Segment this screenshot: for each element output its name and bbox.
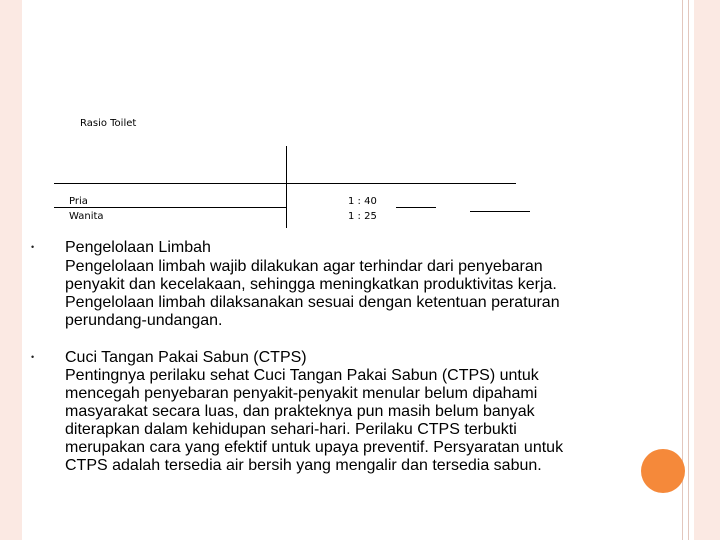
decorative-circle [641, 449, 685, 493]
table-border [470, 211, 530, 212]
frame-line [682, 0, 683, 540]
section-heading: Pengelolaan Limbah [65, 239, 211, 256]
section-body [65, 258, 665, 330]
body-line: masyarakat secara luas, dan prakteknya pun masih belum banyak [65, 403, 535, 420]
table-border [54, 183, 516, 184]
bullet-icon: • [31, 242, 35, 252]
body-line: penyakit dan kecelakaan, sehingga meningkatkan produktivitas kerja. [65, 276, 557, 293]
body-line: merupakan cara yang efektif untuk upaya preventif. Persyaratan untuk [65, 439, 564, 456]
frame-line [688, 0, 689, 540]
section-body [65, 367, 665, 475]
body-line: mencegah penyebaran penyakit-penyakit menular belum dipahami [65, 385, 538, 402]
table-caption: Rasio Toilet [80, 118, 137, 129]
body-line: Pengelolaan limbah wajib dilakukan agar terhindar dari penyebaran [65, 258, 543, 275]
table-border [396, 207, 436, 208]
table-divider [286, 146, 287, 228]
body-line: perundang-undangan. [65, 312, 223, 329]
bullet-icon: • [31, 352, 35, 362]
table-cell-value: 1 : 25 [348, 211, 377, 222]
table-border [54, 207, 286, 208]
section-heading: Cuci Tangan Pakai Sabun (CTPS) [65, 349, 307, 366]
body-line: Pentingnya perilaku sehat Cuci Tangan Pakai Sabun (CTPS) untuk [65, 367, 539, 384]
table-cell-label: Wanita [69, 211, 104, 222]
body-line: Pengelolaan limbah dilaksanakan sesuai dengan ketentuan peraturan [65, 294, 560, 311]
body-line: diterapkan dalam kehidupan sehari-hari. Perilaku CTPS terbukti [65, 421, 517, 438]
table-cell-label: Pria [69, 196, 88, 207]
body-line: CTPS adalah tersedia air bersih yang mengalir dan tersedia sabun. [65, 457, 542, 474]
table-cell-value: 1 : 40 [348, 196, 377, 207]
